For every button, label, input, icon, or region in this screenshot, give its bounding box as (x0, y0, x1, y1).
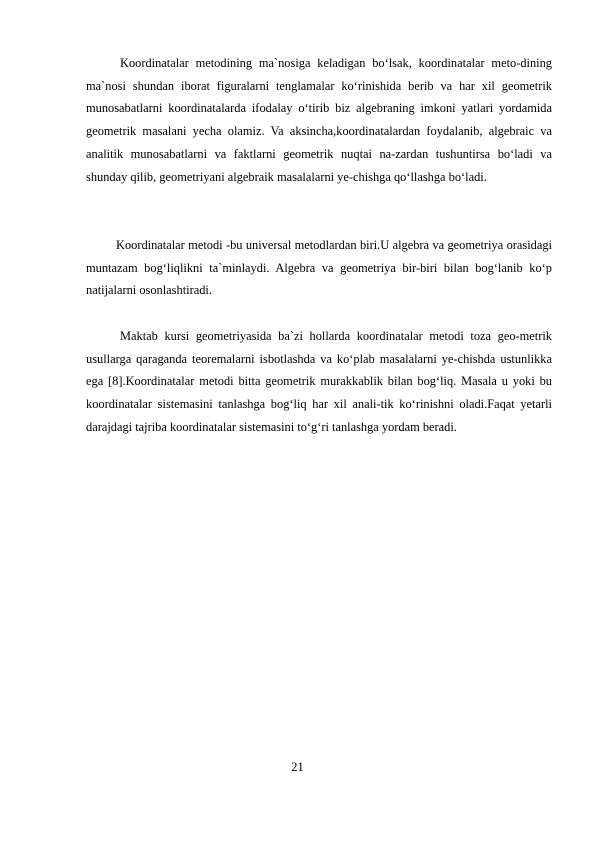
paragraph-coordinate-method-meaning: Koordinatalar metodining ma`nosiga keladigan bo‘lsak, koordinatalar meto-dining ma`nosi shundan iborat figuralarni tenglamalar ko‘rinishida berib va har xil geometrik munosabatlarni koordinatalarda ifodalay o‘tirib biz algebraning imkoni yatlari yordamida geometrik masalani yecha olamiz. Va aksincha,koordinatalardan foydalanib, algebraic va analitik munosabatlarni va faktlarni geometrik nuqtai na-zardan tushuntirsa bo‘ladi va shunday qilib, geometriyani algebraik masalalarni ye-chishga qo‘llashga bo‘ladi. (86, 56, 552, 184)
paragraph-universal-method: Koordinatalar metodi -bu universal metodlardan biri.U algebra va geometriya orasidagi muntazam bog‘liqlikni ta`minlaydi. Algebra va geometriya bir-biri bilan bog‘lanib ko‘p natijalarni osonlashtiradi. (86, 238, 552, 298)
page-number: 21 (291, 760, 304, 774)
paragraph-school-geometry: Maktab kursi geometriyasida ba`zi hollarda koordinatalar metodi toza geo-metrik usullarga qaraganda teoremalarni isbotlashda va ko‘plab masalalarni ye-chishda ustunlikka ega [8].Koordinatalar metodi bitta geometrik murakkablik bilan bog‘liq. Masala u yoki bu koordinatalar sistemasini tanlashga bog‘liq har xil anali-tik ko‘rinishni oladi.Faqat yetarli darajdagi tajriba koordinatalar sistemasini to‘g‘ri tanlashga yordam beradi. (86, 329, 552, 434)
